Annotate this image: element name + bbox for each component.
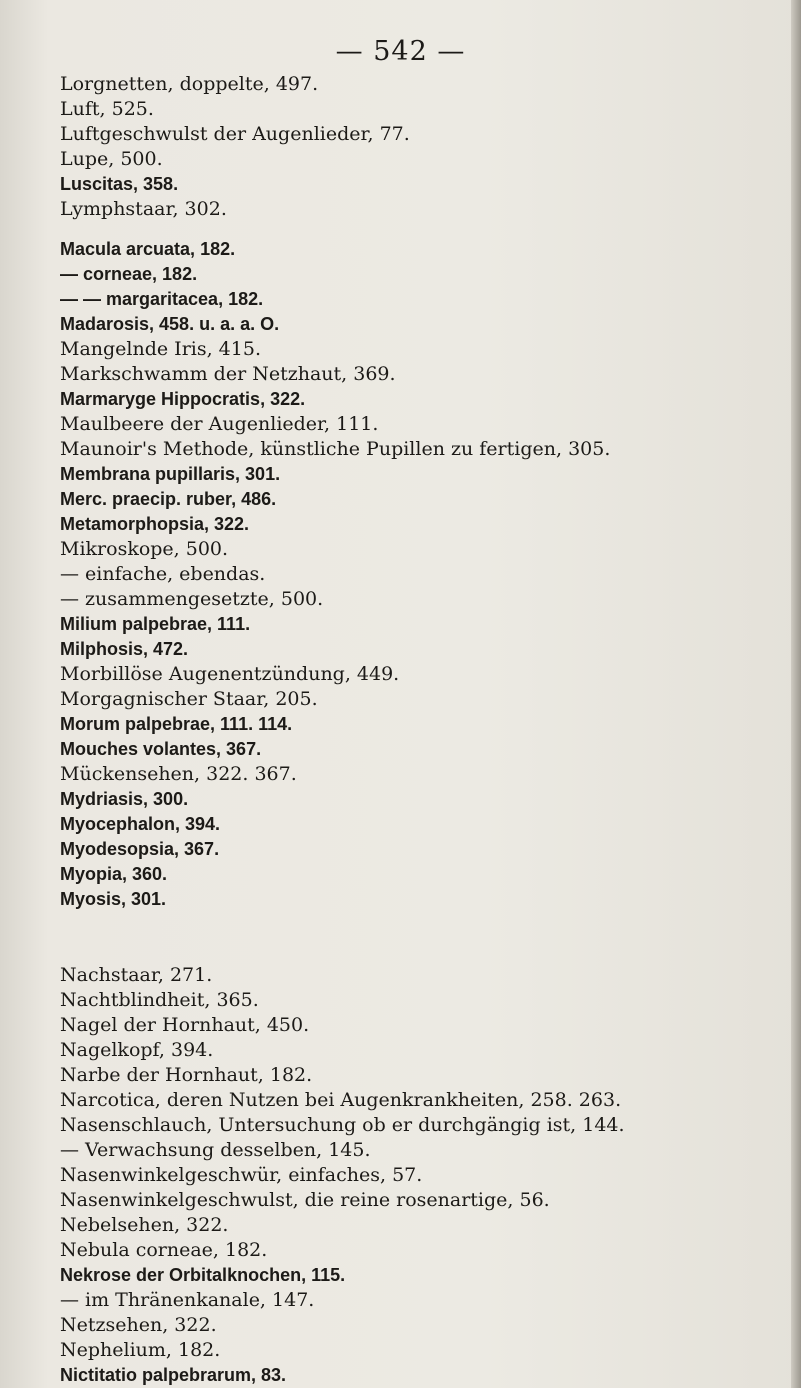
index-entry: Mydriasis, 300. [60, 789, 189, 809]
index-entry: Macula arcuata, 182. [60, 239, 236, 259]
index-entry: Nasenwinkelgeschwür, einfaches, 57. [60, 1164, 423, 1186]
page-number: — 542 — [335, 36, 466, 67]
index-entry: Myopia, 360. [60, 864, 168, 884]
index-entry: Nasenschlauch, Untersuchung ob er durchgängig ist, 144. [60, 1114, 625, 1136]
index-entry: — — margaritacea, 182. [60, 289, 264, 309]
index-entry: Lupe, 500. [60, 148, 163, 170]
index-entry: — corneae, 182. [60, 264, 198, 284]
index-entry: Nachtblindheit, 365. [60, 989, 259, 1011]
index-entry: Lorgnetten, doppelte, 497. [60, 73, 319, 95]
index-entry: Maulbeere der Augenlieder, 111. [60, 413, 379, 435]
index-entry: Luft, 525. [60, 98, 154, 120]
index-entry: Marmaryge Hippocratis, 322. [60, 389, 306, 409]
index-entry: Nebelsehen, 322. [60, 1214, 229, 1236]
index-entry: Nictitatio palpebrarum, 83. [60, 1365, 287, 1385]
index-entry: Myodesopsia, 367. [60, 839, 220, 859]
index-entry: Lymphstaar, 302. [60, 198, 227, 220]
index-entry: Madarosis, 458. u. a. a. O. [60, 314, 280, 334]
index-entry: Milphosis, 472. [60, 639, 189, 659]
index-entry: Morum palpebrae, 111. 114. [60, 714, 293, 734]
index-entry: — zusammengesetzte, 500. [60, 588, 324, 610]
page-edge [791, 0, 801, 1388]
index-entry: Nagelkopf, 394. [60, 1039, 214, 1061]
index-entry: Mouches volantes, 367. [60, 739, 262, 759]
index-entry: Narcotica, deren Nutzen bei Augenkrankheiten, 258. 263. [60, 1089, 622, 1111]
index-entry: Nagel der Hornhaut, 450. [60, 1014, 310, 1036]
index-entry: Morbillöse Augenentzündung, 449. [60, 663, 400, 685]
index-entry: Mikroskope, 500. [60, 538, 229, 560]
index-entry: Nekrose der Orbitalknochen, 115. [60, 1265, 346, 1285]
index-entry: Mangelnde Iris, 415. [60, 338, 261, 360]
index-entry: Narbe der Hornhaut, 182. [60, 1064, 313, 1086]
index-entry: Nebula corneae, 182. [60, 1239, 268, 1261]
index-entry: Morgagnischer Staar, 205. [60, 688, 318, 710]
index-group-2 [60, 237, 780, 912]
index-entry: Milium palpebrae, 111. [60, 614, 251, 634]
index-entry: Nasenwinkelgeschwulst, die reine rosenartige, 56. [60, 1189, 550, 1211]
index-entry: — Verwachsung desselben, 145. [60, 1139, 371, 1161]
index-entry: Nachstaar, 271. [60, 964, 213, 986]
index-entry: Luftgeschwulst der Augenlieder, 77. [60, 123, 410, 145]
index-entry: Nephelium, 182. [60, 1339, 221, 1361]
index-group-3 [60, 963, 780, 1388]
index-entry: Netzsehen, 322. [60, 1314, 217, 1336]
index-entry: Maunoir's Methode, künstliche Pupillen zu fertigen, 305. [60, 438, 611, 460]
index-entry: Luscitas, 358. [60, 174, 179, 194]
index-entry: — einfache, ebendas. [60, 563, 266, 585]
index-entry: — im Thränenkanale, 147. [60, 1289, 315, 1311]
index-entry: Mückensehen, 322. 367. [60, 763, 297, 785]
index-group-1 [60, 72, 780, 222]
index-entry: Myosis, 301. [60, 889, 167, 909]
index-entry: Markschwamm der Netzhaut, 369. [60, 363, 396, 385]
index-entry: Myocephalon, 394. [60, 814, 221, 834]
index-entry: Metamorphopsia, 322. [60, 514, 250, 534]
index-entry: Merc. praecip. ruber, 486. [60, 489, 277, 509]
index-entry: Membrana pupillaris, 301. [60, 464, 281, 484]
